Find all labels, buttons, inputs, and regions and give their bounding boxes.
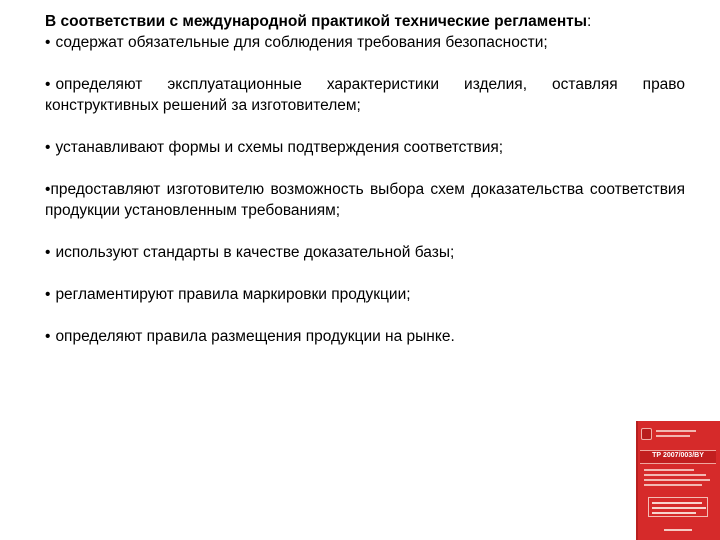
bullet: • [45, 286, 51, 303]
cover-info-box [648, 497, 708, 517]
list-item-text: устанавливают формы и схемы подтверждения соответствия; [55, 139, 504, 156]
cover-box-line [652, 507, 706, 509]
cover-header-line [656, 430, 696, 432]
bullet: • [45, 34, 51, 51]
regulation-code: ТР 2007/003/BY [640, 450, 716, 464]
bullet: • [45, 244, 51, 261]
list-item-text: определяют эксплуатационные характеристики изделия, оставляя право конструктивных решений за изготовителем; [45, 76, 685, 114]
bullet: • [45, 181, 51, 198]
list-item [45, 326, 685, 347]
coat-of-arms-icon [641, 428, 652, 440]
cover-title-line [644, 474, 706, 476]
regulation-booklet-cover [636, 421, 720, 540]
list-item [45, 137, 685, 158]
cover-title-line [644, 469, 694, 471]
slide-heading [45, 11, 685, 32]
cover-title-line [644, 479, 710, 481]
cover-box-line [652, 502, 702, 504]
list-item-text: регламентируют правила маркировки продукции; [55, 286, 411, 303]
cover-spine [636, 421, 638, 540]
list-item [45, 179, 685, 221]
bullet: • [45, 76, 51, 93]
cover-box-line [652, 512, 696, 514]
cover-footer-line [664, 529, 692, 531]
bullet: • [45, 328, 51, 345]
list-item [45, 32, 685, 53]
heading-colon: : [587, 13, 592, 30]
bullet: • [45, 139, 51, 156]
cover-header-line [656, 435, 690, 437]
list-item-text: содержат обязательные для соблюдения требования безопасности; [55, 34, 548, 51]
slide-content [45, 11, 685, 368]
list-item [45, 284, 685, 305]
heading-text: В соответствии с международной практикой технические регламенты [45, 13, 588, 30]
list-item [45, 242, 685, 263]
list-item-text: определяют правила размещения продукции на рынке. [55, 328, 455, 345]
list-item [45, 74, 685, 116]
cover-title-line [644, 484, 702, 486]
list-item-text: предоставляют изготовителю возможность выбора схем доказательства соответствия продукции установленным требованиям; [45, 181, 685, 219]
list-item-text: используют стандарты в качестве доказательной базы; [55, 244, 455, 261]
